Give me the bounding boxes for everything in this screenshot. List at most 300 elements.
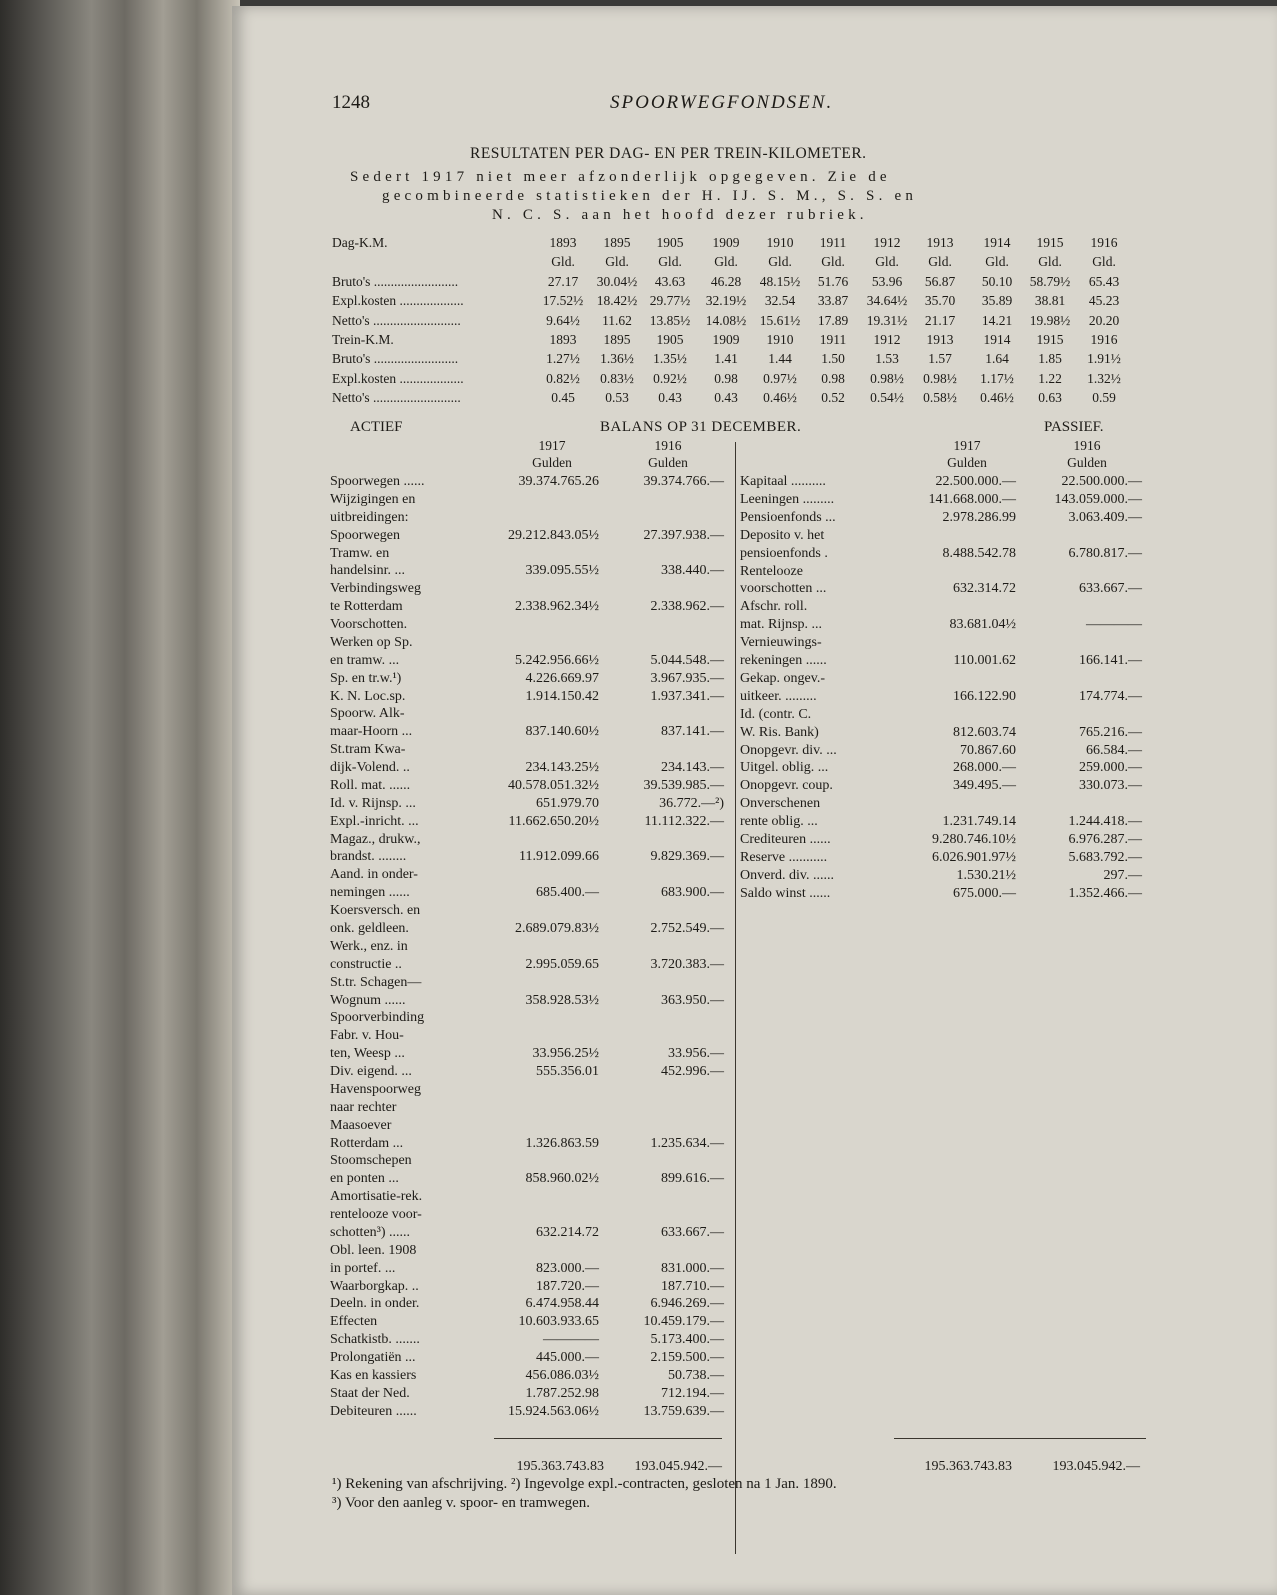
liability-value-1916: 5.683.792.— xyxy=(1068,849,1142,865)
liability-label: uitkeer. ......... xyxy=(740,688,817,704)
asset-value-1917: 339.095.55½ xyxy=(525,563,599,579)
per-km-cell: 1895 xyxy=(603,235,631,250)
asset-row xyxy=(330,689,724,707)
asset-row xyxy=(330,1064,724,1082)
asset-row xyxy=(330,975,724,993)
liability-row xyxy=(740,635,1142,653)
asset-label: Sp. en tr.w.¹) xyxy=(330,670,402,686)
per-km-cell: 19.98½ xyxy=(1029,312,1071,328)
per-km-cell: 1911 xyxy=(819,235,847,250)
asset-label: Voorschotten. xyxy=(330,617,408,633)
liability-label: rente oblig. ... xyxy=(740,814,818,830)
per-km-cell: 1.50 xyxy=(821,351,845,367)
per-km-row-label: Trein-K.M. xyxy=(332,332,394,347)
asset-label: onk. geldleen. xyxy=(330,921,409,936)
asset-value-1917: 651.979.70 xyxy=(536,795,599,811)
liability-row xyxy=(740,707,1142,725)
asset-row xyxy=(330,957,724,975)
asset-value-1916: 338.440.— xyxy=(661,563,724,579)
per-km-cell: 1.41 xyxy=(714,351,738,367)
asset-row xyxy=(330,1046,724,1064)
liability-value-1917: 83.681.04½ xyxy=(949,617,1016,633)
liabilities-unit: Gulden xyxy=(1067,455,1107,470)
liability-row xyxy=(740,581,1142,599)
asset-row xyxy=(330,993,724,1011)
asset-label: te Rotterdam xyxy=(330,599,403,615)
asset-row xyxy=(330,1189,724,1207)
asset-row xyxy=(330,546,724,564)
per-km-cell: 1910 xyxy=(766,235,794,250)
asset-row xyxy=(330,599,724,617)
per-km-cell: 0.46½ xyxy=(980,390,1014,406)
per-km-cell: 1.17½ xyxy=(980,370,1014,386)
per-km-cell: 46.28 xyxy=(710,273,742,289)
asset-value-1917: 15.924.563.06½ xyxy=(508,1403,599,1419)
asset-value-1917: 2.338.962.34½ xyxy=(515,599,599,615)
per-km-cell: 51.76 xyxy=(817,273,849,289)
per-km-cell: 0.45 xyxy=(551,390,575,406)
asset-value-1916: 11.112.322.— xyxy=(644,813,724,829)
liability-row xyxy=(740,689,1142,707)
liability-label: W. Ris. Bank) xyxy=(740,724,819,740)
asset-value-1917: 358.928.53½ xyxy=(525,992,599,1008)
asset-value-1917: 1.326.863.59 xyxy=(525,1135,599,1151)
liability-value-1916: 330.073.— xyxy=(1079,778,1142,794)
asset-row xyxy=(330,1100,724,1118)
liability-row xyxy=(740,814,1142,832)
asset-label: Expl.-inricht. ... xyxy=(330,813,419,829)
asset-row xyxy=(330,939,724,957)
asset-row xyxy=(330,1279,724,1297)
asset-label: Waarborgkap. .. xyxy=(330,1278,419,1294)
per-km-cell: 38.81 xyxy=(1034,293,1066,309)
per-km-cell: 14.08½ xyxy=(705,312,747,328)
asset-value-1917: 10.603.933.65 xyxy=(518,1314,599,1330)
liability-row xyxy=(740,671,1142,689)
per-km-cell: 17.52½ xyxy=(542,293,584,309)
asset-label: Verbindingsweg xyxy=(330,581,421,597)
per-km-cell: 48.15½ xyxy=(759,273,801,289)
per-km-cell: 1893 xyxy=(549,235,577,250)
results-note-line: Sedert 1917 niet meer afzonderlijk opgegeven. Zie de xyxy=(350,169,891,185)
asset-row xyxy=(330,1171,724,1189)
liability-row xyxy=(740,743,1142,761)
liability-value-1917: 812.603.74 xyxy=(953,724,1016,740)
asset-value-1917: 11.912.099.66 xyxy=(519,849,599,865)
per-km-cell: 0.92½ xyxy=(653,370,687,386)
liabilities-year-1916: 1916 xyxy=(1073,438,1101,453)
asset-label: Aand. in onder- xyxy=(330,867,418,883)
asset-value-1917: 555.356.01 xyxy=(536,1064,599,1080)
liability-value-1917: 1.231.749.14 xyxy=(942,814,1016,830)
asset-value-1916: 39.374.766.— xyxy=(643,474,724,489)
per-km-cell: 0.98½ xyxy=(870,370,904,386)
asset-value-1916: 712.194.— xyxy=(661,1385,724,1401)
asset-label: en ponten ... xyxy=(330,1171,399,1187)
per-km-cell: 1895 xyxy=(603,332,631,347)
liability-value-1916: 633.667.— xyxy=(1079,581,1142,597)
liability-label: Rentelooze xyxy=(740,563,803,579)
liability-row xyxy=(740,796,1142,814)
asset-value-1917: 456.086.03½ xyxy=(525,1368,599,1383)
asset-value-1916: 2.752.549.— xyxy=(650,921,724,936)
per-km-cell: 1916 xyxy=(1090,235,1118,250)
per-km-cell: 1913 xyxy=(926,235,954,250)
asset-label: Schatkistb. ....... xyxy=(330,1332,420,1348)
asset-value-1916: 899.616.— xyxy=(661,1171,724,1187)
liability-value-1917: 141.668.000.— xyxy=(928,491,1016,507)
per-km-cell: 1914 xyxy=(983,332,1011,347)
asset-label: brandst. ........ xyxy=(330,849,407,865)
liability-row xyxy=(740,617,1142,635)
asset-row xyxy=(330,492,724,510)
per-km-row-label: Expl.kosten ................... xyxy=(332,293,464,309)
per-km-cell: 0.59 xyxy=(1092,390,1116,406)
liability-value-1916: 6.976.287.— xyxy=(1068,832,1142,847)
page-number: 1248 xyxy=(332,92,370,113)
per-km-cell: 1912 xyxy=(873,332,901,347)
asset-label: Tramw. en xyxy=(330,545,390,561)
asset-label: rentelooze voor- xyxy=(330,1207,422,1223)
per-km-cell: 1915 xyxy=(1036,235,1064,250)
asset-value-1916: 363.950.— xyxy=(661,992,724,1008)
asset-label: Wognum ...... xyxy=(330,992,406,1008)
asset-row xyxy=(330,742,724,760)
asset-value-1916: 3.720.383.— xyxy=(650,956,724,972)
asset-row xyxy=(330,1082,724,1100)
liability-label: Pensioenfonds ... xyxy=(740,509,836,525)
asset-row xyxy=(330,1243,724,1261)
per-km-cell: 1905 xyxy=(656,235,684,250)
asset-row xyxy=(330,867,724,885)
per-km-cell: Gld. xyxy=(1038,254,1062,270)
asset-value-1917: 40.578.051.32½ xyxy=(508,777,599,793)
asset-label: Havenspoorweg xyxy=(330,1081,421,1097)
asset-value-1917: 187.720.— xyxy=(536,1278,599,1294)
asset-label: nemingen ...... xyxy=(330,885,410,901)
liability-row xyxy=(740,599,1142,617)
per-km-row xyxy=(332,390,1152,409)
asset-label: naar rechter xyxy=(330,1099,397,1115)
asset-value-1916: 10.459.179.— xyxy=(643,1314,724,1330)
asset-value-1917: 33.956.25½ xyxy=(532,1046,599,1062)
liability-label: Deposito v. het xyxy=(740,527,825,543)
liability-value-1917: 8.488.542.78 xyxy=(942,545,1016,561)
per-km-cell: 29.77½ xyxy=(649,293,691,309)
liability-row xyxy=(740,564,1142,582)
assets-total-rule xyxy=(494,1438,722,1439)
asset-label: Koersversch. en xyxy=(330,903,421,919)
liability-value-1917: 1.530.21½ xyxy=(956,867,1016,883)
asset-value-1916: 9.829.369.— xyxy=(650,849,724,865)
liability-value-1917: 22.500.000.— xyxy=(935,474,1016,489)
per-km-cell: 18.42½ xyxy=(596,293,638,309)
liability-row xyxy=(740,850,1142,868)
liability-label: Onverd. div. ...... xyxy=(740,867,834,883)
asset-label: St.tram Kwa- xyxy=(330,742,406,758)
per-km-row-label: Netto's .......................... xyxy=(332,312,461,328)
asset-value-1917: 2.995.059.65 xyxy=(525,956,599,972)
asset-label: Kas en kassiers xyxy=(330,1368,417,1383)
asset-value-1917: 11.662.650.20½ xyxy=(508,813,599,829)
asset-row xyxy=(330,903,724,921)
per-km-row-label: Dag-K.M. xyxy=(332,235,388,250)
per-km-cell: Gld. xyxy=(551,254,575,270)
per-km-cell: 27.17 xyxy=(547,273,579,289)
per-km-cell: 0.52 xyxy=(821,390,845,406)
liability-value-1917: 2.978.286.99 xyxy=(942,509,1016,525)
per-km-cell: 21.17 xyxy=(924,312,956,328)
asset-row xyxy=(330,814,724,832)
asset-row xyxy=(330,581,724,599)
per-km-cell: 35.70 xyxy=(924,293,956,309)
asset-value-1916: 5.173.400.— xyxy=(650,1332,724,1348)
per-km-cell: 0.54½ xyxy=(870,390,904,406)
asset-label: schotten³) ...... xyxy=(330,1224,411,1240)
liability-value-1917: 70.867.60 xyxy=(960,742,1016,758)
per-km-cell: 1909 xyxy=(712,332,740,347)
per-km-row xyxy=(332,371,1152,390)
asset-label: Magaz., drukw., xyxy=(330,831,421,847)
liability-value-1916: 22.500.000.— xyxy=(1061,474,1142,489)
asset-value-1917: 4.226.669.97 xyxy=(525,670,599,686)
per-km-cell: 0.98 xyxy=(821,370,845,386)
liability-row xyxy=(740,868,1142,886)
per-km-cell: 0.43 xyxy=(658,390,682,406)
per-km-cell: 1915 xyxy=(1036,332,1064,347)
per-km-cell: 1.64 xyxy=(985,351,1009,367)
per-km-row xyxy=(332,254,1152,273)
per-km-row xyxy=(332,293,1152,312)
asset-row xyxy=(330,671,724,689)
asset-label: Prolongatiën ... xyxy=(330,1350,416,1366)
liabilities-year-1917: 1917 xyxy=(953,438,981,453)
per-km-cell: 0.58½ xyxy=(923,390,957,406)
liability-label: Onopgevr. div. ... xyxy=(740,742,837,758)
asset-row xyxy=(330,563,724,581)
per-km-cell: 50.10 xyxy=(981,273,1013,289)
asset-row xyxy=(330,528,724,546)
asset-label: Staat der Ned. xyxy=(330,1385,410,1401)
per-km-cell: 0.43 xyxy=(714,390,738,406)
asset-value-1916: 1.235.634.— xyxy=(650,1135,724,1151)
asset-label: Obl. leen. 1908 xyxy=(330,1242,417,1258)
asset-label: Spoorverbinding xyxy=(330,1010,425,1026)
footnote-1-2: ¹) Rekening van afschrijving. ²) Ingevolge expl.-contracten, gesloten na 1 Jan. 1890. xyxy=(332,1476,837,1492)
asset-label: Maasoever xyxy=(330,1117,392,1133)
per-km-row-label: Bruto's ......................... xyxy=(332,273,459,289)
asset-label: Roll. mat. ...... xyxy=(330,777,411,793)
asset-row xyxy=(330,1136,724,1154)
asset-row xyxy=(330,760,724,778)
assets-total-1917: 195.363.743.83 xyxy=(516,1459,604,1474)
liability-value-1916: 259.000.— xyxy=(1079,760,1142,776)
per-km-cell: 0.63 xyxy=(1038,390,1062,406)
per-km-row xyxy=(332,313,1152,332)
assets-year-1916: 1916 xyxy=(654,438,682,453)
per-km-cell: 13.85½ xyxy=(649,312,691,328)
liability-value-1917: 632.314.72 xyxy=(953,581,1016,597)
per-km-cell: 1.22 xyxy=(1038,370,1062,386)
book-page-edges xyxy=(0,0,240,1595)
per-km-row xyxy=(332,332,1152,351)
liability-row xyxy=(740,725,1142,743)
assets-total-1916: 193.045.942.— xyxy=(634,1459,722,1474)
liability-value-1916: 66.584.— xyxy=(1086,742,1142,758)
asset-row xyxy=(330,1261,724,1279)
asset-row xyxy=(330,1010,724,1028)
liability-row xyxy=(740,653,1142,671)
liability-row xyxy=(740,510,1142,528)
liability-row xyxy=(740,760,1142,778)
per-km-cell: 30.04½ xyxy=(596,273,638,289)
liabilities-unit: Gulden xyxy=(947,455,987,470)
asset-row xyxy=(330,1153,724,1171)
per-km-cell: 1909 xyxy=(712,235,740,250)
asset-label: uitbreidingen: xyxy=(330,509,409,525)
asset-label: constructie .. xyxy=(330,956,402,972)
liability-row xyxy=(740,546,1142,564)
assets-year-1917: 1917 xyxy=(538,438,566,453)
liability-row xyxy=(740,528,1142,546)
liability-value-1916: 143.059.000.— xyxy=(1054,491,1142,507)
liability-label: Kapitaal .......... xyxy=(740,474,826,489)
asset-value-1916: 39.539.985.— xyxy=(643,777,724,793)
asset-value-1917: 2.689.079.83½ xyxy=(515,921,599,936)
per-km-row-label: Expl.kosten ................... xyxy=(332,370,464,386)
asset-label: dijk-Volend. .. xyxy=(330,760,410,776)
liability-label: voorschotten ... xyxy=(740,581,827,597)
per-km-cell: 65.43 xyxy=(1088,273,1120,289)
asset-row xyxy=(330,1028,724,1046)
liability-value-1917: 166.122.90 xyxy=(953,688,1016,704)
asset-value-1916: 27.397.938.— xyxy=(643,527,724,543)
asset-value-1917: 6.474.958.44 xyxy=(525,1296,599,1312)
liability-label: Saldo winst ...... xyxy=(740,885,831,901)
liabilities-total-1917: 195.363.743.83 xyxy=(924,1459,1012,1474)
per-km-cell: 1914 xyxy=(983,235,1011,250)
liability-value-1917: 675.000.— xyxy=(953,885,1016,901)
per-km-cell: 1905 xyxy=(656,332,684,347)
liability-value-1916: 166.141.— xyxy=(1079,653,1142,668)
per-km-cell: 19.31½ xyxy=(866,312,908,328)
asset-row xyxy=(330,1314,724,1332)
liability-label: Onverschenen xyxy=(740,796,821,812)
asset-row xyxy=(330,1350,724,1368)
liability-value-1917: 9.280.746.10½ xyxy=(932,832,1016,847)
asset-label: Spoorwegen ...... xyxy=(330,474,425,489)
liability-label: Id. (contr. C. xyxy=(740,706,812,722)
per-km-cell: Gld. xyxy=(1092,254,1116,270)
asset-row xyxy=(330,849,724,867)
liability-row xyxy=(740,886,1142,904)
assets-unit: Gulden xyxy=(532,455,572,470)
balance-title: BALANS OP 31 DECEMBER. xyxy=(600,419,802,435)
column-divider xyxy=(735,442,736,1554)
results-note-line: N. C. S. aan het hoofd dezer rubriek. xyxy=(492,207,868,223)
asset-value-1917: 858.960.02½ xyxy=(525,1171,599,1187)
footnote-3: ³) Voor den aanleg v. spoor- en tramwegen. xyxy=(332,1495,591,1511)
asset-row xyxy=(330,1207,724,1225)
liability-label: Vernieuwings- xyxy=(740,635,822,651)
asset-value-1917: 445.000.— xyxy=(536,1350,599,1366)
per-km-cell: 1.53 xyxy=(875,351,899,367)
liability-value-1916: 1.352.466.— xyxy=(1068,885,1142,901)
per-km-row xyxy=(332,235,1152,254)
per-km-cell: 20.20 xyxy=(1088,312,1120,328)
per-km-cell: 0.98 xyxy=(714,370,738,386)
asset-value-1917: 685.400.— xyxy=(536,885,599,901)
asset-value-1917: 823.000.— xyxy=(536,1260,599,1276)
liability-label: Crediteuren ...... xyxy=(740,832,831,847)
per-km-cell: 32.19½ xyxy=(705,293,747,309)
liability-value-1916: 6.780.817.— xyxy=(1068,545,1142,561)
per-km-cell: 1.27½ xyxy=(546,351,580,367)
liability-value-1916: 765.216.— xyxy=(1079,724,1142,740)
per-km-cell: 1.36½ xyxy=(600,351,634,367)
per-km-cell: 0.46½ xyxy=(763,390,797,406)
asset-label: Werken op Sp. xyxy=(330,634,413,650)
book-page xyxy=(232,6,1277,1595)
per-km-cell: 58.79½ xyxy=(1029,273,1071,289)
per-km-cell: 15.61½ xyxy=(759,312,801,328)
asset-row xyxy=(330,1386,724,1404)
asset-value-1916: 234.143.— xyxy=(661,760,724,776)
liability-row xyxy=(740,832,1142,850)
asset-value-1917: 632.214.72 xyxy=(536,1224,599,1240)
asset-value-1916: 3.967.935.— xyxy=(650,670,724,686)
asset-row xyxy=(330,617,724,635)
asset-label: in portef. ... xyxy=(330,1260,396,1276)
results-note-line: gecombineerde statistieken der H. IJ. S. M., S. S. en xyxy=(382,188,918,204)
asset-value-1916: 5.044.548.— xyxy=(650,652,724,668)
per-km-cell: Gld. xyxy=(605,254,629,270)
asset-label: ten, Weesp ... xyxy=(330,1046,405,1062)
per-km-cell: 45.23 xyxy=(1088,293,1120,309)
asset-row xyxy=(330,1368,724,1386)
per-km-cell: 14.21 xyxy=(981,312,1013,328)
per-km-cell: Gld. xyxy=(714,254,738,270)
asset-row xyxy=(330,653,724,671)
per-km-cell: 33.87 xyxy=(817,293,849,309)
per-km-cell: 43.63 xyxy=(654,273,686,289)
per-km-cell: Gld. xyxy=(658,254,682,270)
asset-label: Wijzigingen en xyxy=(330,491,416,507)
passief-label: PASSIEF. xyxy=(1044,419,1104,435)
per-km-row-label: Bruto's ......................... xyxy=(332,351,459,367)
asset-label: maar-Hoorn ... xyxy=(330,724,413,740)
per-km-cell: 35.89 xyxy=(981,293,1013,309)
asset-label: K. N. Loc.sp. xyxy=(330,688,406,704)
asset-value-1916: 1.937.341.— xyxy=(650,688,724,704)
per-km-cell: 1.91½ xyxy=(1087,351,1121,367)
per-km-cell: 1.44 xyxy=(768,351,792,367)
asset-value-1917: 234.143.25½ xyxy=(525,760,599,776)
per-km-cell: 34.64½ xyxy=(866,293,908,309)
per-km-cell: 17.89 xyxy=(817,312,849,328)
liability-value-1917: 349.495.— xyxy=(953,778,1016,794)
asset-label: Debiteuren ...... xyxy=(330,1403,417,1419)
asset-label: handelsinr. ... xyxy=(330,563,406,579)
liability-row xyxy=(740,492,1142,510)
liability-label: mat. Rijnsp. ... xyxy=(740,617,823,633)
liability-value-1917: 6.026.901.97½ xyxy=(932,849,1016,865)
asset-value-1916: 6.946.269.— xyxy=(650,1296,724,1312)
asset-label: Div. eigend. ... xyxy=(330,1064,412,1080)
liability-value-1916: 297.— xyxy=(1103,867,1142,883)
per-km-cell: 0.53 xyxy=(605,390,629,406)
per-km-cell: 0.82½ xyxy=(546,370,580,386)
